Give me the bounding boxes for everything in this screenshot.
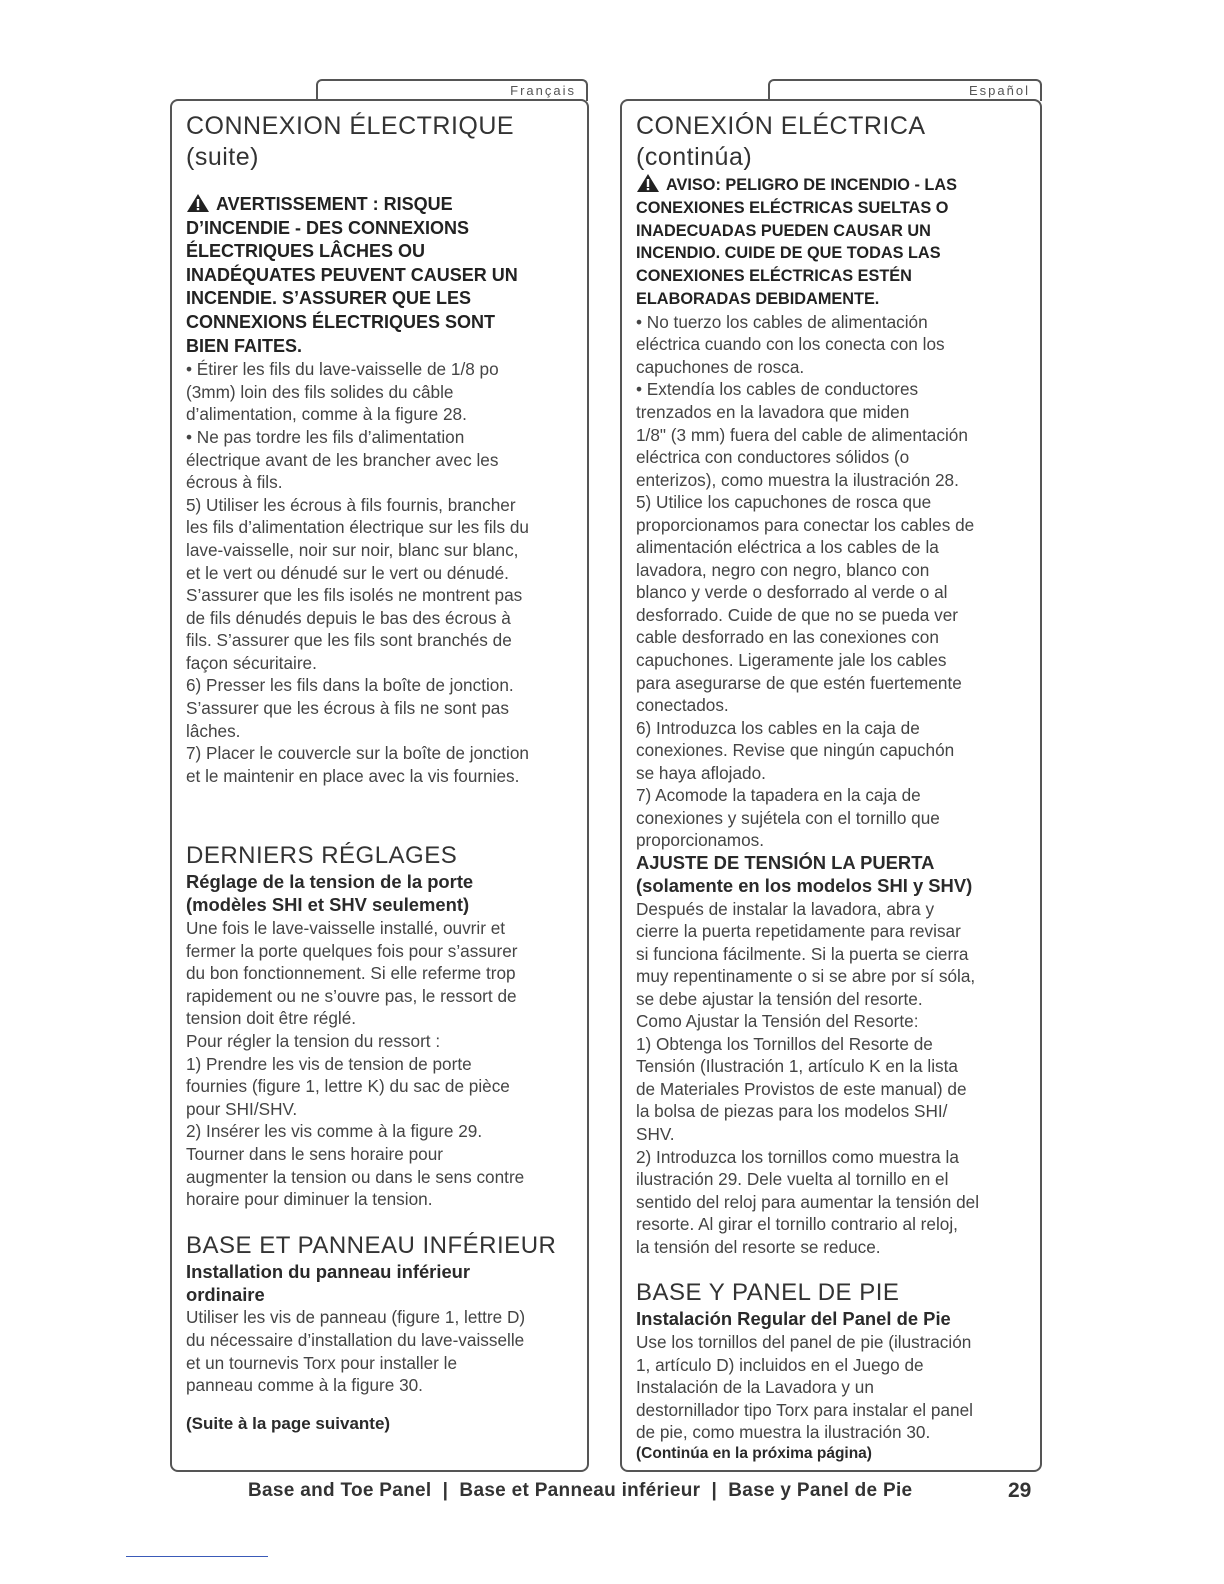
language-tab-label: Español xyxy=(969,83,1030,98)
body-text: Utiliser les vis de panneau (figure 1, lettre D) du nécessaire d’installation du lave-vaisselle et un tournevis Torx pour installer le panneau comme à la figure 30. xyxy=(186,1307,526,1396)
warning-line: INADÉQUATES PEUVENT CAUSER UN xyxy=(186,264,518,285)
body-text: Use los tornillos del panel de pie (ilustración 1, artículo D) incluidos en el Juego de Instalación de la Lavadora y un destornillador tipo Torx para instalar el panel de pie, como muestra la ilustración 30. xyxy=(636,1332,973,1443)
continued-note: (Suite à la page suivante) xyxy=(186,1413,391,1433)
warning-block xyxy=(186,193,573,358)
section-title-cont: (continúa) xyxy=(636,143,753,171)
subsection-heading: AJUSTE DE TENSIÓN LA PUERTA (solamente en los modelos SHI y SHV) xyxy=(636,851,973,896)
page-number: 29 xyxy=(1008,1479,1032,1502)
section-title: CONNEXION ÉLECTRIQUE xyxy=(186,112,515,140)
subsection-heading: Instalación Regular del Panel de Pie xyxy=(636,1308,951,1330)
warning-triangle-icon xyxy=(636,173,660,193)
body-text: Une fois le lave-vaisselle installé, ouvrir et fermer la porte quelques fois pour s’assurer du bon fonctionnement. Si elle referme trop rapidement ou ne s’ouvre pas, le ressort de tension doit être réglé. Pour régler la tension du ressort : 1) Prendre les vis de tension de porte fournies (figure 1, lettre K) du sac de pièce pour SHI/SHV. 2) Insérer les vis comme à la figure 29. Tourner dans le sens horaire pour augmenter la tension ou dans le sens contre horaire pour diminuer la tension. xyxy=(186,918,525,1210)
body-text: Después de instalar la lavadora, abra y cierre la puerta repetidamente para revisar si funciona fácilmente. Si la puerta se cierra muy repentinamente o si se abre por sí sóla, se debe ajustar la tensión del resorte. Como Ajustar la Tensión del Resorte: 1) Obtenga los Tornillos del Resorte de Tensión (Ilustración 1, artículo K en la lista de Materiales Provistos de este manual) de la bolsa de piezas para los modelos SHI/ SHV. 2) Introduzca los tornillos como muestra la ilustración 29. Dele vuelta al tornillo en el sentido del reloj para aumentar la tensión del resorte. Al girar el tornillo contrario al reloj, la tensión del resorte se reduce. xyxy=(636,898,980,1257)
warning-line: INCENDIE. S’ASSURER QUE LES xyxy=(186,288,472,309)
spanish-column xyxy=(620,99,1042,1472)
subsection-heading: Installation du panneau inférieur ordinaire xyxy=(186,1260,471,1305)
warning-line: AVISO: PELIGRO DE INCENDIO - LAS xyxy=(636,173,1026,197)
body-text: • No tuerzo los cables de alimentación eléctrica cuando con los conecta con los capuchones de rosca. • Extendía los cables de conductores trenzados en la lavadora que miden 1/8" (3 mm) fuera del cable de alimentación eléctrica con conductores sólidos (o enterizos), como muestra la ilustración 28. 5) Utilice los capuchones de rosca que proporcionamos para conectar los cables de alimentación eléctrica a los cables de la lavadora, negro con negro, blanco con blanco y verde o desforrado al verde o al desforrado. Cuide de que no se pueda ver cable desforrado en las conexiones con capuchones. Ligeramente jale los cables para asegurarse de que estén fuertemente conectados. 6) Introduzca los cables en la caja de conexiones. Revise que ningún capuchón se haya aflojado. 7) Acomode la tapadera en la caja de conexiones y sujétela con el tornillo que proporcionamos. xyxy=(636,311,975,851)
section-title: CONEXIÓN ELÉCTRICA xyxy=(636,112,926,140)
continued-note: (Continúa en la próxima página) xyxy=(636,1444,872,1462)
page-footer: Base and Toe Panel | Base et Panneau inférieur | Base y Panel de Pie xyxy=(248,1480,913,1501)
section-title-cont: (suite) xyxy=(186,143,259,171)
scan-artifact-line xyxy=(126,1556,268,1557)
section-heading: BASE ET PANNEAU INFÉRIEUR xyxy=(186,1231,557,1259)
warning-block xyxy=(636,173,1026,311)
warning-line: CONNEXIONS ÉLECTRIQUES SONT xyxy=(186,311,496,332)
french-column xyxy=(170,99,589,1472)
section-heading: DERNIERS RÉGLAGES xyxy=(186,842,458,870)
subsection-heading: Réglage de la tension de la porte (modèles SHI et SHV seulement) xyxy=(186,871,474,916)
warning-line: ÉLECTRIQUES LÂCHES OU xyxy=(186,241,426,262)
section-heading: BASE Y PANEL DE PIE xyxy=(636,1279,900,1307)
warning-line: ELABORADAS DEBIDAMENTE. xyxy=(636,289,880,308)
warning-line: D’INCENDIE - DES CONNEXIONS xyxy=(186,217,470,238)
warning-line: INADECUADAS PUEDEN CAUSAR UN xyxy=(636,221,931,240)
warning-line: CONEXIONES ELÉCTRICAS SUELTAS O xyxy=(636,198,949,217)
warning-line: BIEN FAITES. xyxy=(186,335,303,356)
warning-line: AVERTISSEMENT : RISQUE xyxy=(186,193,573,217)
language-tab-label: Français xyxy=(510,83,576,98)
language-tab-spanish xyxy=(768,79,1042,101)
language-tab-french xyxy=(316,79,588,101)
warning-line: INCENDIO. CUIDE DE QUE TODAS LAS xyxy=(636,244,941,263)
warning-triangle-icon xyxy=(186,193,210,213)
body-text: • Étirer les fils du lave-vaisselle de 1/8 po (3mm) loin des fils solides du câble d’alimentation, comme à la figure 28. • Ne pas tordre les fils d’alimentation électrique avant de les brancher avec les écrous à fils. 5) Utiliser les écrous à fils fournis, brancher les fils d’alimentation électrique sur les fils du lave-vaisselle, noir sur noir, blanc sur blanc, et le vert ou dénudé sur le vert ou dénudé. S’assurer que les fils isolés ne montrent pas de fils dénudés depuis le bas des écrous à fils. S’assurer que les fils sont branchés de façon sécuritaire. 6) Presser les fils dans la boîte de jonction. S’assurer que les écrous à fils ne sont pas lâches. 7) Placer le couvercle sur la boîte de jonction et le maintenir en place avec la vis fournies. xyxy=(186,359,529,786)
warning-line: CONEXIONES ELÉCTRICAS ESTÉN xyxy=(636,267,912,286)
